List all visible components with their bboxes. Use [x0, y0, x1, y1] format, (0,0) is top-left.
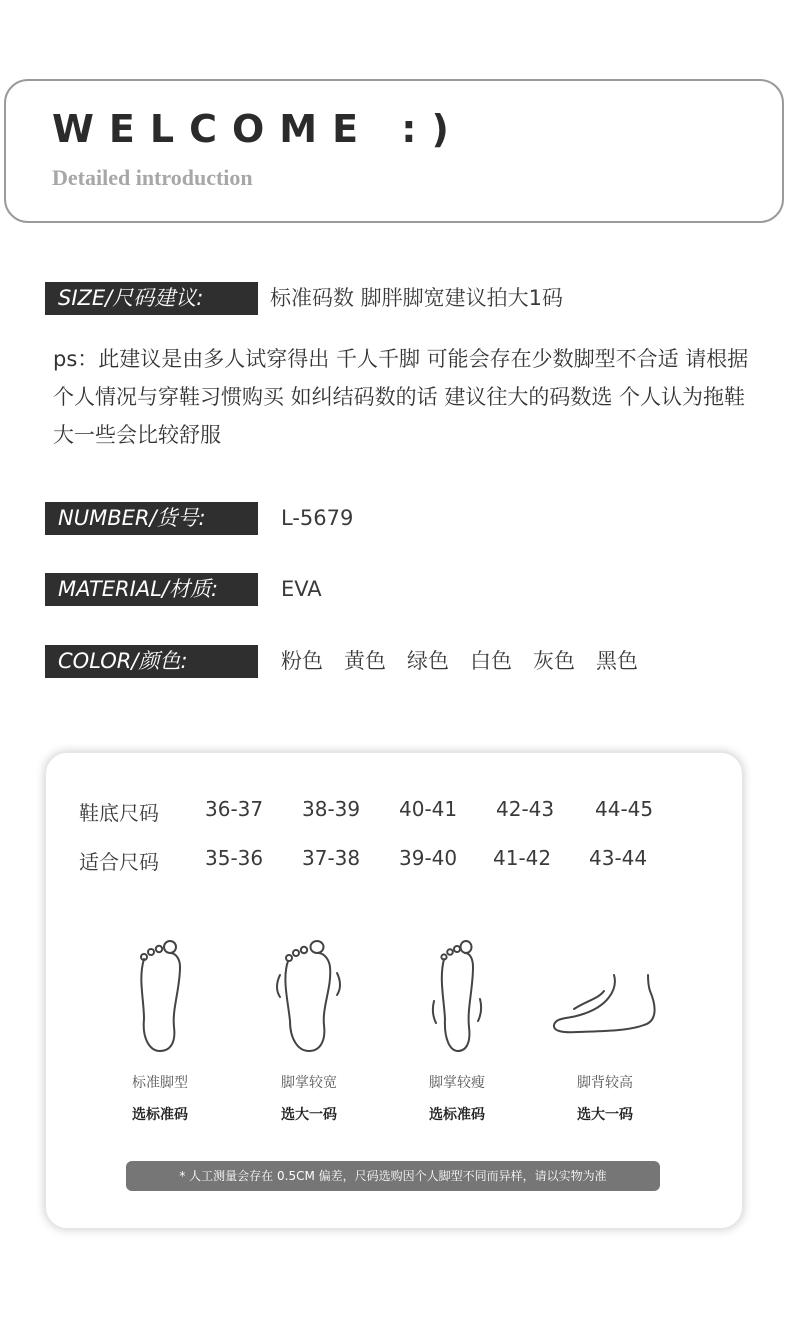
material-value: EVA: [281, 577, 322, 601]
foot-type-high-arch: [545, 939, 665, 1124]
foot-caption: 脚掌较瘦: [429, 1075, 485, 1091]
color-label: COLOR/颜色:: [45, 645, 258, 678]
color-option: 粉色: [281, 649, 323, 673]
measurement-note: * 人工测量会存在 0.5CM 偏差，尺码选购因个人脚型不同而异样，请以实物为准: [126, 1161, 660, 1191]
color-options: [281, 645, 638, 678]
foot-type-thin: [397, 939, 517, 1124]
size-cell: 41-42: [493, 846, 552, 870]
welcome-banner: [4, 79, 784, 223]
row-label: 鞋底尺码: [79, 801, 159, 825]
standard-foot-icon: [130, 939, 190, 1054]
sole-size-row: [46, 797, 742, 827]
foot-type-standard: [100, 939, 220, 1124]
welcome-title: WELCOME :): [52, 107, 464, 151]
number-value: L-5679: [281, 506, 354, 530]
size-cell: 36-37: [205, 797, 264, 821]
foot-recommendation: 选标准码: [429, 1107, 485, 1123]
size-cell: 39-40: [399, 846, 458, 870]
color-option: 绿色: [407, 649, 449, 673]
size-cell: 35-36: [205, 846, 264, 870]
size-cell: 37-38: [302, 846, 361, 870]
number-label: NUMBER/货号:: [45, 502, 258, 535]
color-option: 白色: [470, 649, 512, 673]
fit-size-row: [46, 846, 742, 876]
foot-type-wide: [249, 939, 369, 1124]
thin-foot-icon: [427, 939, 487, 1054]
size-cell: 42-43: [496, 797, 555, 821]
size-cell: 44-45: [595, 797, 654, 821]
color-option: 黑色: [596, 649, 638, 673]
foot-caption: 标准脚型: [132, 1075, 188, 1091]
size-chart-card: [45, 752, 743, 1229]
foot-caption: 脚掌较宽: [281, 1075, 337, 1091]
foot-caption: 脚背较高: [577, 1075, 633, 1091]
color-option: 黄色: [344, 649, 386, 673]
color-option: 灰色: [533, 649, 575, 673]
size-label: SIZE/尺码建议:: [45, 282, 258, 315]
size-note: ps：此建议是由多人试穿得出 千人千脚 可能会存在少数脚型不合适 请根据个人情况与穿鞋习惯购买 如纠结码数的话 建议往大的码数选 个人认为拖鞋大一些会比较舒服: [53, 347, 749, 447]
welcome-subtitle: Detailed introduction: [52, 165, 253, 190]
size-value: 标准码数 脚胖脚宽建议拍大1码: [270, 286, 564, 310]
row-label: 适合尺码: [79, 850, 159, 874]
size-cell: 43-44: [589, 846, 648, 870]
size-cell: 38-39: [302, 797, 361, 821]
high-arch-foot-icon: [548, 939, 662, 1054]
size-cell: 40-41: [399, 797, 458, 821]
foot-recommendation: 选标准码: [132, 1107, 188, 1123]
foot-recommendation: 选大一码: [577, 1107, 633, 1123]
material-label: MATERIAL/材质:: [45, 573, 258, 606]
wide-foot-icon: [274, 939, 344, 1054]
foot-recommendation: 选大一码: [281, 1107, 337, 1123]
